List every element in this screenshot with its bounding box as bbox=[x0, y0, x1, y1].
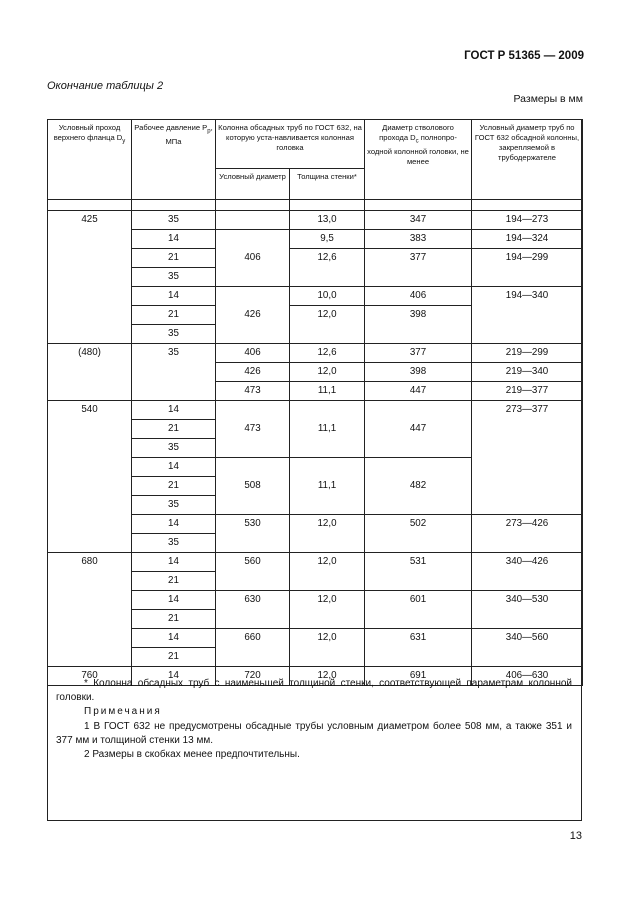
dy-cell: 680 bbox=[48, 553, 132, 667]
pressure-cell: 35 bbox=[132, 211, 216, 230]
pressure-cell: 35 bbox=[132, 344, 216, 401]
wall-cell: 11,1 bbox=[290, 382, 365, 401]
diameter-cell: 560 bbox=[216, 553, 290, 591]
diameter-cell: 508 bbox=[216, 458, 290, 515]
hanger-cell: 219—340 bbox=[472, 363, 583, 382]
pressure-cell: 35 bbox=[132, 439, 216, 458]
hanger-cell: 194—299 bbox=[472, 249, 583, 287]
pressure-cell: 14 bbox=[132, 553, 216, 572]
pressure-cell: 14 bbox=[132, 230, 216, 249]
table-caption: Окончание таблицы 2 bbox=[47, 80, 164, 92]
diameter-cell: 720 bbox=[216, 667, 290, 686]
dy-cell: 760 bbox=[48, 667, 132, 686]
dy-cell: 425 bbox=[48, 211, 132, 344]
bore-cell: 398 bbox=[365, 306, 472, 344]
pressure-cell: 35 bbox=[132, 268, 216, 287]
units-label: Размеры в мм bbox=[513, 93, 583, 105]
header-hanger: Условный диаметр труб по ГОСТ 632 обсадной колонны, закрепляемой в трубодержателе bbox=[472, 120, 583, 200]
header-dy: Условный проход верхнего фланца $D_у$ bbox=[48, 120, 132, 200]
wall-cell: 11,1 bbox=[290, 458, 365, 515]
pressure-cell: 35 bbox=[132, 496, 216, 515]
wall-cell: 10,0 bbox=[290, 287, 365, 306]
table-notes bbox=[56, 677, 572, 762]
diameter-cell: 406 bbox=[216, 230, 290, 287]
wall-cell: 12,0 bbox=[290, 591, 365, 629]
diameter-cell: 530 bbox=[216, 515, 290, 553]
hanger-cell: 273—377 bbox=[472, 401, 583, 515]
pressure-cell: 21 bbox=[132, 572, 216, 591]
diameter-cell: 473 bbox=[216, 401, 290, 458]
header-wall-thickness: Толщина стенки* bbox=[290, 169, 365, 200]
bore-cell: 406 bbox=[365, 287, 472, 306]
wall-cell: 13,0 bbox=[290, 211, 365, 230]
pressure-cell: 21 bbox=[132, 648, 216, 667]
wall-cell: 12,0 bbox=[290, 515, 365, 553]
pressure-cell: 21 bbox=[132, 306, 216, 325]
wall-cell: 9,5 bbox=[290, 230, 365, 249]
document-code: ГОСТ Р 51365 — 2009 bbox=[464, 50, 584, 62]
pressure-cell: 14 bbox=[132, 458, 216, 477]
bore-cell: 377 bbox=[365, 249, 472, 287]
hanger-cell: 406—630 bbox=[472, 667, 583, 686]
bore-cell: 377 bbox=[365, 344, 472, 363]
diameter-cell: 406 bbox=[216, 344, 290, 363]
header-pressure: Рабочее давление $P_p$, МПа bbox=[132, 120, 216, 200]
wall-cell: 12,0 bbox=[290, 667, 365, 686]
dimensions-table bbox=[47, 119, 583, 686]
hanger-cell: 219—377 bbox=[472, 382, 583, 401]
wall-cell: 12,0 bbox=[290, 306, 365, 344]
pressure-cell: 14 bbox=[132, 667, 216, 686]
bore-cell: 347 bbox=[365, 211, 472, 230]
pressure-cell: 21 bbox=[132, 477, 216, 496]
hanger-cell: 340—560 bbox=[472, 629, 583, 667]
pressure-cell: 14 bbox=[132, 591, 216, 610]
pressure-cell: 35 bbox=[132, 534, 216, 553]
bore-cell: 447 bbox=[365, 401, 472, 458]
pressure-cell: 21 bbox=[132, 420, 216, 439]
bore-cell: 601 bbox=[365, 591, 472, 629]
note-1: 1 В ГОСТ 632 не предусмотрены обсадные трубы условным диаметром более 508 мм, а также 351 и 377 мм и толщиной стенки 13 мм. bbox=[56, 720, 572, 746]
pressure-cell: 21 bbox=[132, 610, 216, 629]
bore-cell: 482 bbox=[365, 458, 472, 515]
hanger-cell: 194—324 bbox=[472, 230, 583, 249]
hanger-cell: 340—426 bbox=[472, 553, 583, 591]
footnote: * Колонна обсадных труб с наименьшей толщиной стенки, соответствующей параметрам колонной головки. bbox=[56, 678, 572, 704]
bore-cell: 447 bbox=[365, 382, 472, 401]
bore-cell: 398 bbox=[365, 363, 472, 382]
hanger-cell: 194—340 bbox=[472, 287, 583, 344]
wall-cell: 12,0 bbox=[290, 363, 365, 382]
header-casing-diameter: Условный диаметр bbox=[216, 169, 290, 200]
pressure-cell: 14 bbox=[132, 629, 216, 648]
diameter-cell: 473 bbox=[216, 382, 290, 401]
diameter-cell: 660 bbox=[216, 629, 290, 667]
wall-cell: 12,0 bbox=[290, 629, 365, 667]
wall-cell: 11,1 bbox=[290, 401, 365, 458]
pressure-cell: 14 bbox=[132, 287, 216, 306]
header-bore: Диаметр стволового прохода $D_c$ полнопро-ходной колонной головки, не менее bbox=[365, 120, 472, 200]
wall-cell: 12,6 bbox=[290, 344, 365, 363]
diameter-cell: 426 bbox=[216, 363, 290, 382]
hanger-cell: 194—273 bbox=[472, 211, 583, 230]
pressure-cell: 14 bbox=[132, 401, 216, 420]
pressure-cell: 14 bbox=[132, 515, 216, 534]
note-2: 2 Размеры в скобках менее предпочтительны. bbox=[84, 749, 300, 761]
diameter-cell: 630 bbox=[216, 591, 290, 629]
bore-cell: 691 bbox=[365, 667, 472, 686]
notes-title: Примечания bbox=[84, 706, 162, 718]
bore-cell: 631 bbox=[365, 629, 472, 667]
wall-cell: 12,0 bbox=[290, 553, 365, 591]
hanger-cell: 273—426 bbox=[472, 515, 583, 553]
hanger-cell: 219—299 bbox=[472, 344, 583, 363]
diameter-cell: 426 bbox=[216, 287, 290, 344]
diameter-cell bbox=[216, 211, 290, 230]
hanger-cell: 340—530 bbox=[472, 591, 583, 629]
header-casing-group: Колонна обсадных труб по ГОСТ 632, на которую уста-навливается колонная головка bbox=[216, 120, 365, 169]
bore-cell: 383 bbox=[365, 230, 472, 249]
bore-cell: 531 bbox=[365, 553, 472, 591]
page-number: 13 bbox=[569, 830, 582, 842]
pressure-cell: 21 bbox=[132, 249, 216, 268]
pressure-cell: 35 bbox=[132, 325, 216, 344]
dy-cell: (480) bbox=[48, 344, 132, 401]
bore-cell: 502 bbox=[365, 515, 472, 553]
dy-cell: 540 bbox=[48, 401, 132, 553]
wall-cell: 12,6 bbox=[290, 249, 365, 287]
